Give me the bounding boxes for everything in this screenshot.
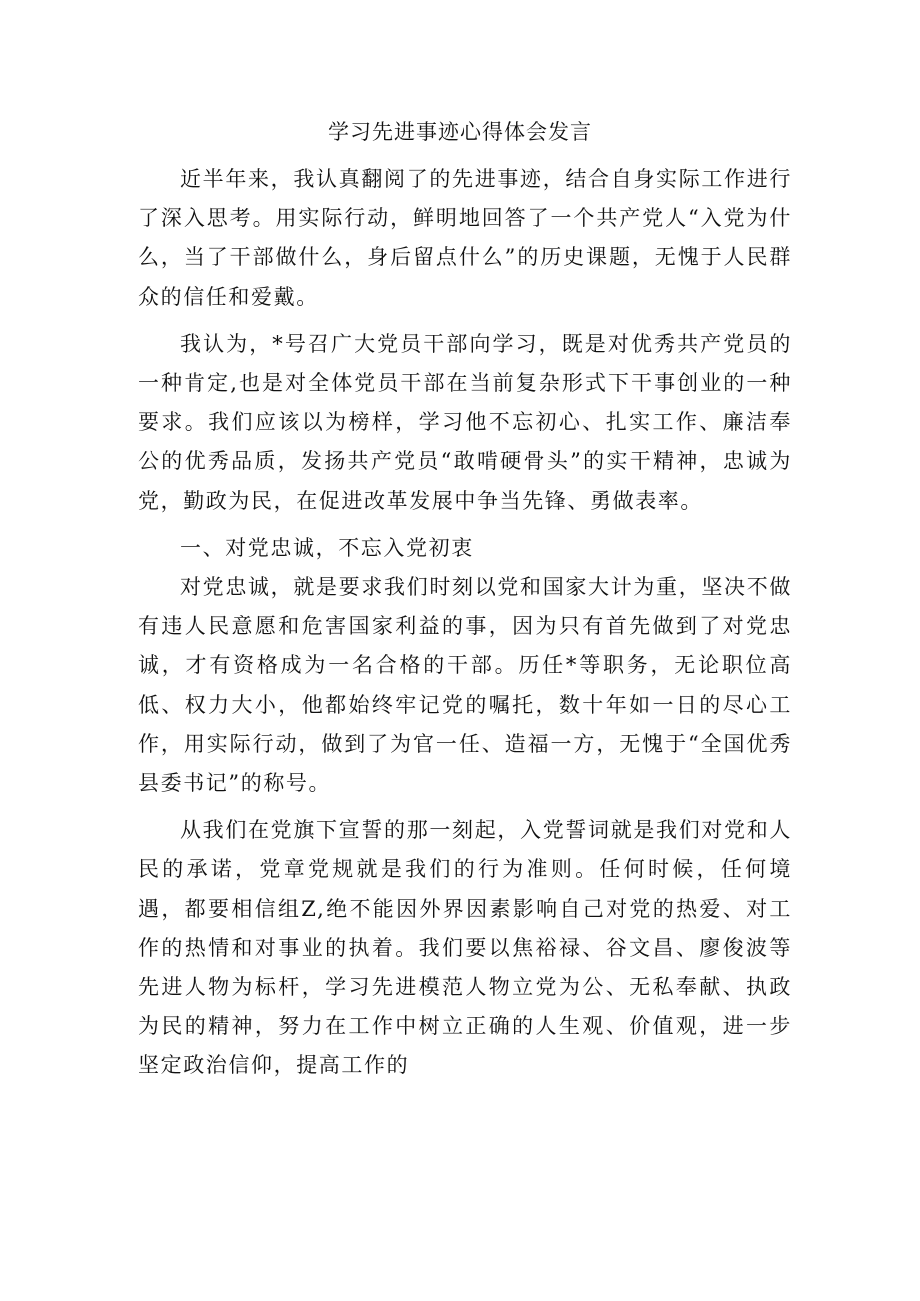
section-heading: 一、对党忠诚，不忘入党初衷 [180,535,474,560]
paragraph-intro: 近半年来，我认真翻阅了的先进事迹，结合自身实际工作进行了深入思考。用实际行动，鲜明地回答了一个共产党人“入党为什么，当了干部做什么，身后留点什么”的历史课题，无愧于人民群众的信任和爱戴。 [138,167,792,309]
paragraph-oath: 从我们在党旗下宣誓的那一刻起，入党誓词就是我们对党和人民的承诺，党章党规就是我们的行为准则。任何时候，任何境遇，都要相信组Z,绝不能因外界因素影响自己对党的热爱、对工作的热情和对事业的执着。我们要以焦裕禄、谷文昌、廖俊波等先进人物为标杆，学习先进模范人物立党为公、无私奉献、执政为民的精神，努力在工作中树立正确的人生观、价值观，进一步坚定政治信仰，提高工作的 [138,818,792,1078]
paragraph-opinion: 我认为，*号召广大党员干部向学习，既是对优秀共产党员的一种肯定,也是对全体党员干部在当前复杂形式下干事创业的一种要求。我们应该以为榜样，学习他不忘初心、扎实工作、廉洁奉公的优秀品质，发扬共产党员“敢啃硬骨头”的实干精神，忠诚为党，勤政为民，在促进改革发展中争当先锋、勇做表率。 [138,331,792,513]
document-body [138,160,792,1086]
document-title: 学习先进事迹心得体会发言 [328,120,592,144]
paragraph-loyalty: 对党忠诚，就是要求我们时刻以党和国家大计为重，坚决不做有违人民意愿和危害国家利益的事，因为只有首先做到了对党忠诚，才有资格成为一名合格的干部。历任*等职务，无论职位高低、权力大小，他都始终牢记党的嘱托，数十年如一日的尽心工作，用实际行动，做到了为官一任、造福一方，无愧于“全国优秀县委书记”的称号。 [138,575,792,796]
